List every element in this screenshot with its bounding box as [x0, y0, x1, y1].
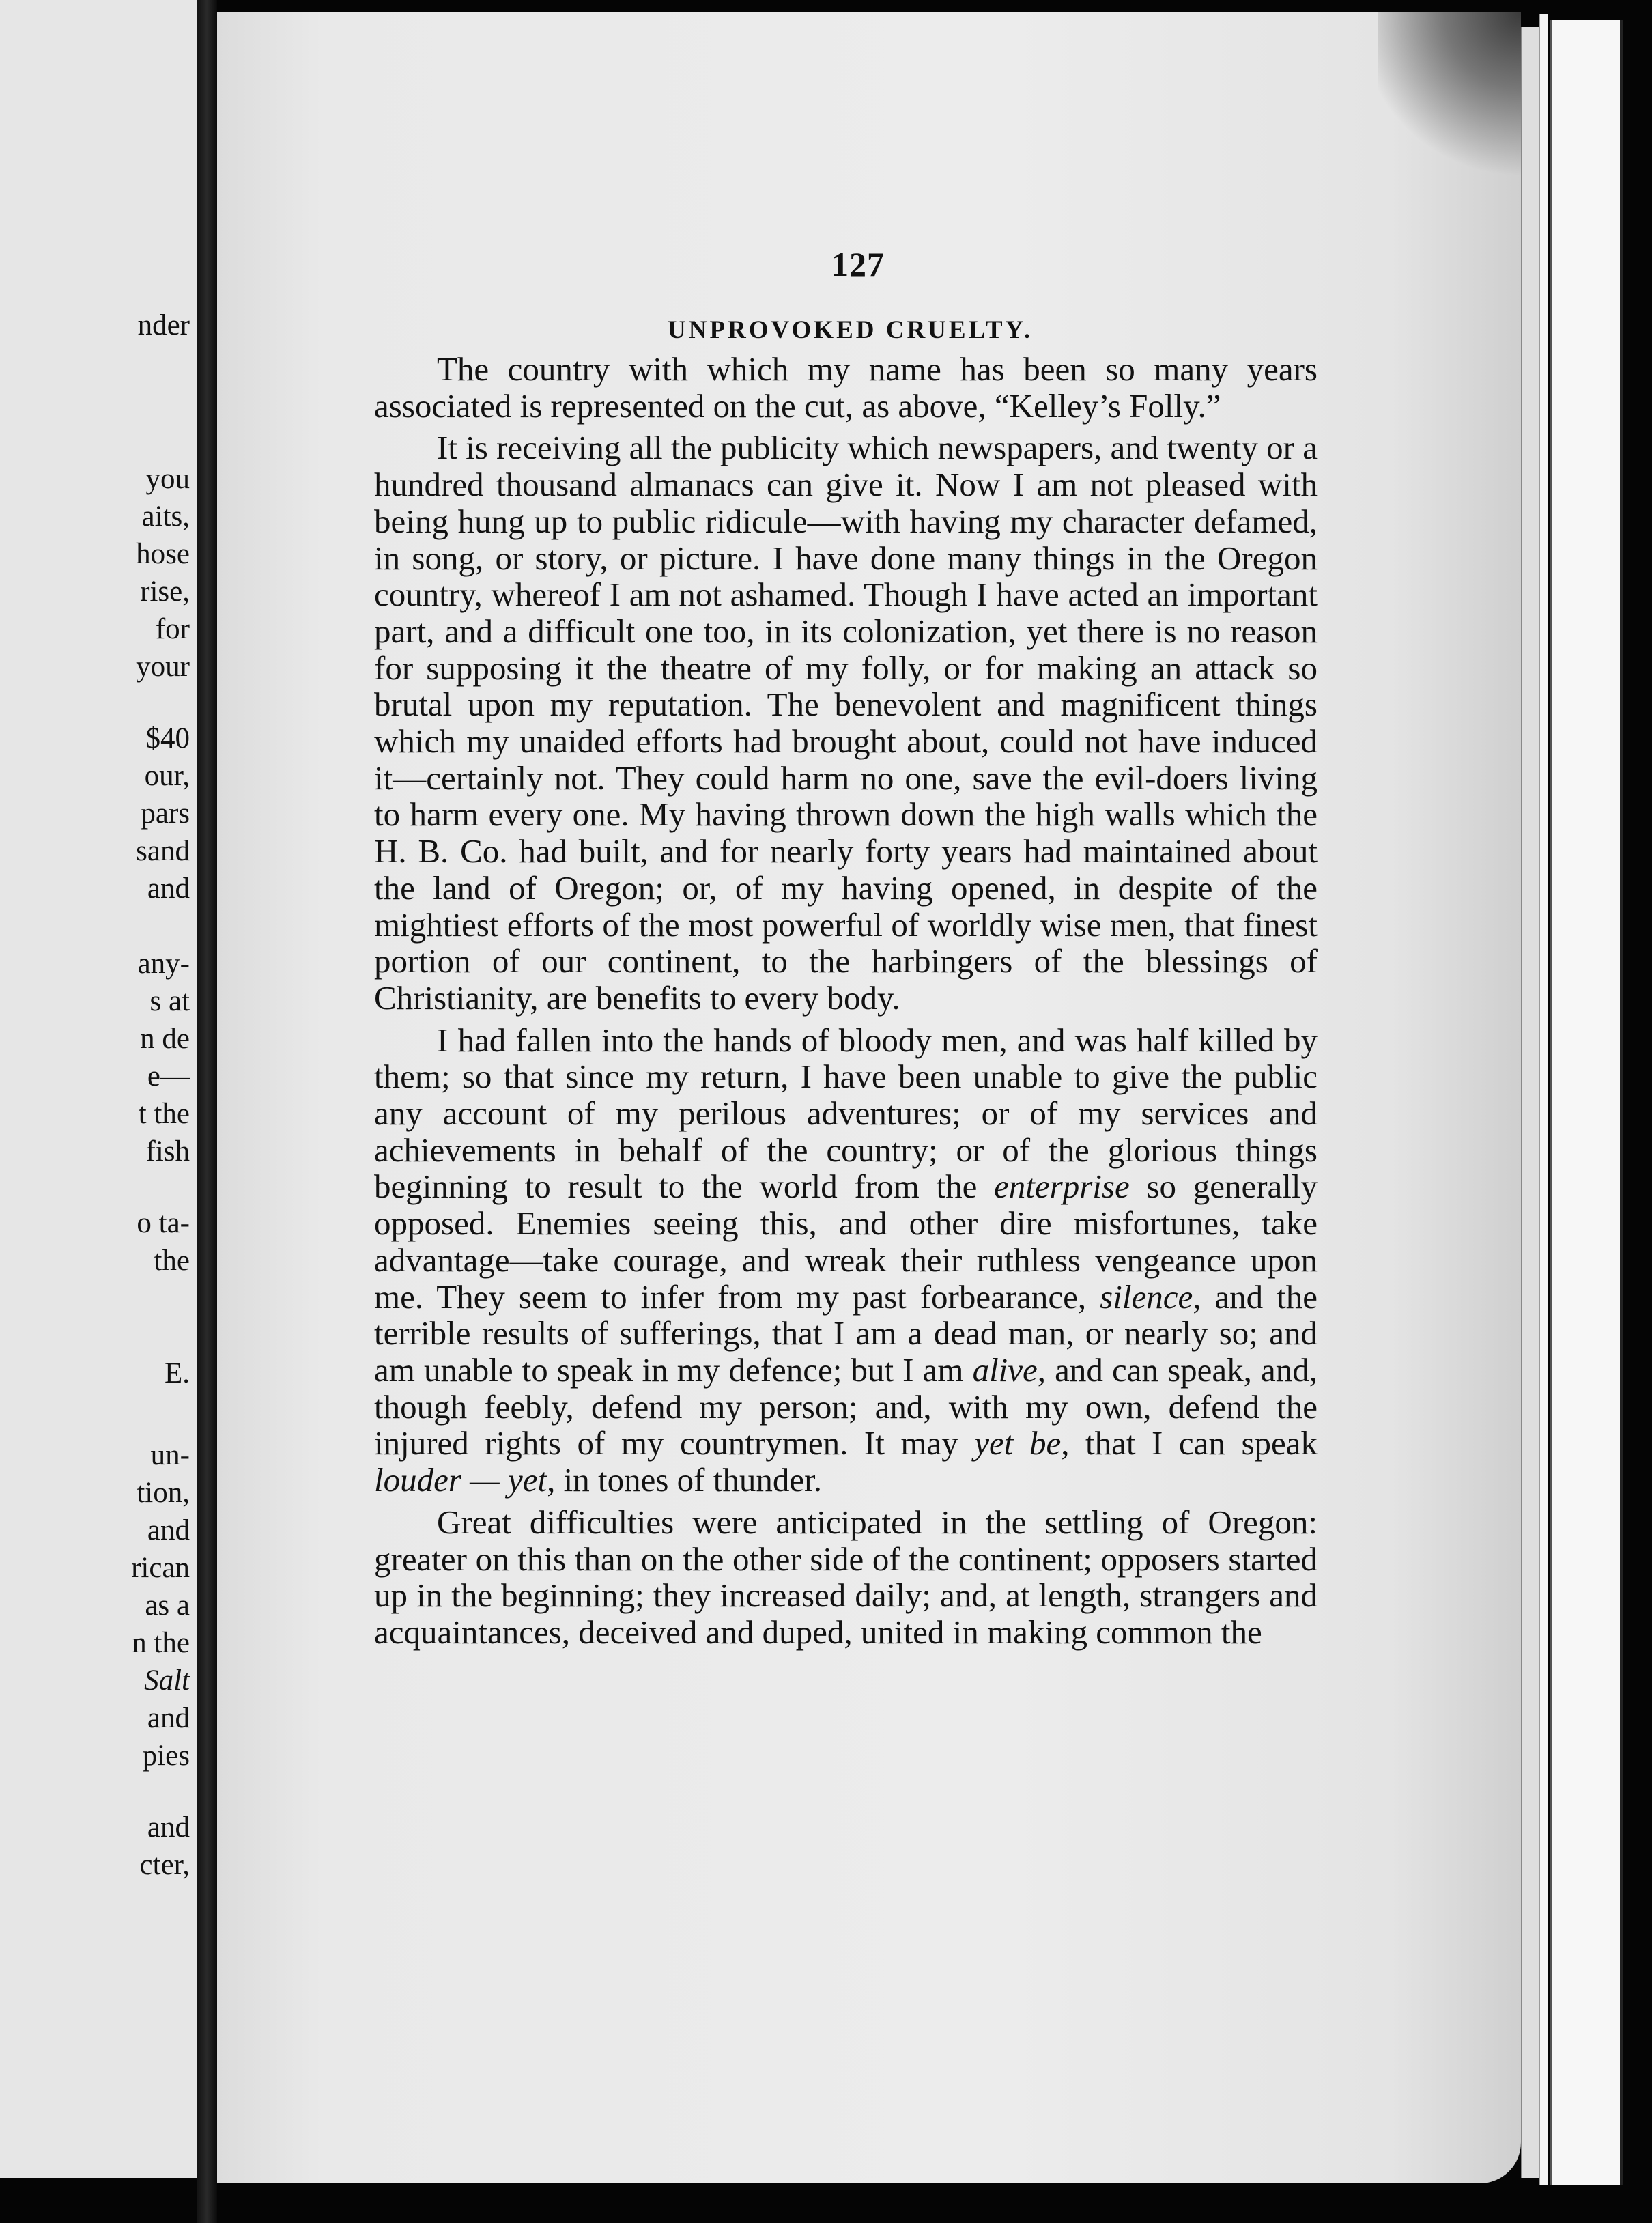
text-run: so generally opposed. Enemies seeing this, and other dire misfortunes, take advantage—take courage, and wreak their ruthless vengeance upon me. They seem to infer from my past forbearance, [374, 1167, 1318, 1316]
italic-text: yet be [974, 1424, 1062, 1462]
left-page-line: for [155, 613, 190, 645]
left-page-line: you [145, 463, 190, 495]
left-page-line: n de [140, 1023, 190, 1055]
paragraph [374, 429, 1318, 1016]
chapter-heading: UNPROVOKED CRUELTY. [668, 316, 1034, 344]
text-run: It is receiving all the publicity which newspapers, and twenty or a hundred thousand almanacs can give it. Now I am not pleased with being hung up to public ridicule—with having my character defamed, in song, or story, or picture. I have done many things in the Oregon country, whereof I am not ashamed. Though I have acted an important part, and a difficult one too, in its colonization, yet there is no reason for supposing it the theatre of my folly, or for making an attack so brutal upon my reputation. The benevolent and magnificent things which my unaided efforts had brought about, could not have induced it—certainly not. They could harm no one, save the evil-doers living to harm every one. My having thrown down the high walls which the H. B. Co. had built, and for nearly forty years had maintained about the land of Oregon; or, of my having opened, in despite of the mightiest efforts of the most powerful of worldly wise men, that finest portion of our continent, to the harbingers of the blessings of Christianity, are benefits to every body. [374, 429, 1318, 1017]
text-run: Great difficulties were anticipated in the settling of Oregon: greater on this than on the other side of the continent; opposers started up in the beginning; they increased daily; and, at length, strangers and acquaintances, deceived and duped, united in making common the [374, 1503, 1318, 1651]
left-page-line: rise, [140, 576, 190, 608]
left-page-line: pies [142, 1740, 190, 1772]
text-run: , and the terrible results of sufferings, that I am a dead man, or nearly so; and am unable to speak in my defence; but I am [374, 1277, 1318, 1389]
left-page-line: the [154, 1245, 190, 1277]
left-page-line: aits, [141, 500, 190, 533]
left-page-line: hose [136, 538, 190, 570]
left-page-line: our, [144, 760, 190, 792]
text-run: , that I can speak [1061, 1424, 1318, 1462]
left-page-line: your [136, 651, 190, 683]
left-page-line: E. [164, 1357, 190, 1389]
left-page-line: t the [138, 1098, 190, 1130]
book-gutter [197, 0, 217, 2223]
left-page-line: and [147, 1811, 190, 1843]
body-text [374, 351, 1318, 1656]
left-page-line: as a [145, 1589, 190, 1622]
italic-text: enterprise [994, 1167, 1130, 1206]
left-page-line: nder [137, 309, 190, 341]
left-page-line: e— [147, 1060, 190, 1092]
text-run: , in tones of thunder. [547, 1461, 822, 1499]
left-page-line: and [147, 1514, 190, 1546]
page-edge [1539, 14, 1548, 2185]
italic-text: louder — yet [374, 1461, 547, 1499]
left-page-line: pars [141, 797, 190, 830]
page-edge [1521, 27, 1539, 2178]
page-number: 127 [831, 245, 885, 283]
left-page-line: un- [150, 1439, 190, 1471]
left-page-line: s at [149, 985, 190, 1017]
left-page-line: tion, [137, 1477, 190, 1509]
paragraph [374, 1022, 1318, 1499]
left-page-line: cter, [139, 1849, 190, 1881]
left-page-line: and [147, 1702, 190, 1734]
left-page-line: any- [137, 948, 190, 980]
left-page-line: $40 [145, 722, 190, 754]
left-page-line: Salt [144, 1665, 190, 1697]
left-page-line: n the [132, 1627, 190, 1659]
left-page-line: rican [131, 1552, 190, 1584]
left-facing-page [0, 0, 201, 2178]
text-run: I had fallen into the hands of bloody men, and was half killed by them; so that since my return, I have been unable to give the public any account of my perilous adventures; or of my services and achievements in behalf of the country; or of the glorious things beginning to result to the world from the [374, 1021, 1318, 1206]
text-run: The country with which my name has been so many years associated is represented on the cut, as above, “Kelley’s Folly.” [374, 350, 1318, 425]
left-page-line: sand [136, 835, 190, 867]
paragraph [374, 1504, 1318, 1651]
italic-text: alive [972, 1350, 1038, 1389]
text-run: , and can speak, and, though feebly, defend my person; and, with my own, defend the injured rights of my countrymen. It may [374, 1350, 1318, 1462]
left-page-line: fish [145, 1135, 190, 1167]
paragraph [374, 351, 1318, 424]
left-page-line: o ta- [137, 1207, 190, 1239]
left-page-line: and [147, 873, 190, 905]
page-edge [1550, 20, 1623, 2185]
italic-text: silence [1100, 1277, 1193, 1316]
page-corner-shadow [1378, 12, 1521, 176]
